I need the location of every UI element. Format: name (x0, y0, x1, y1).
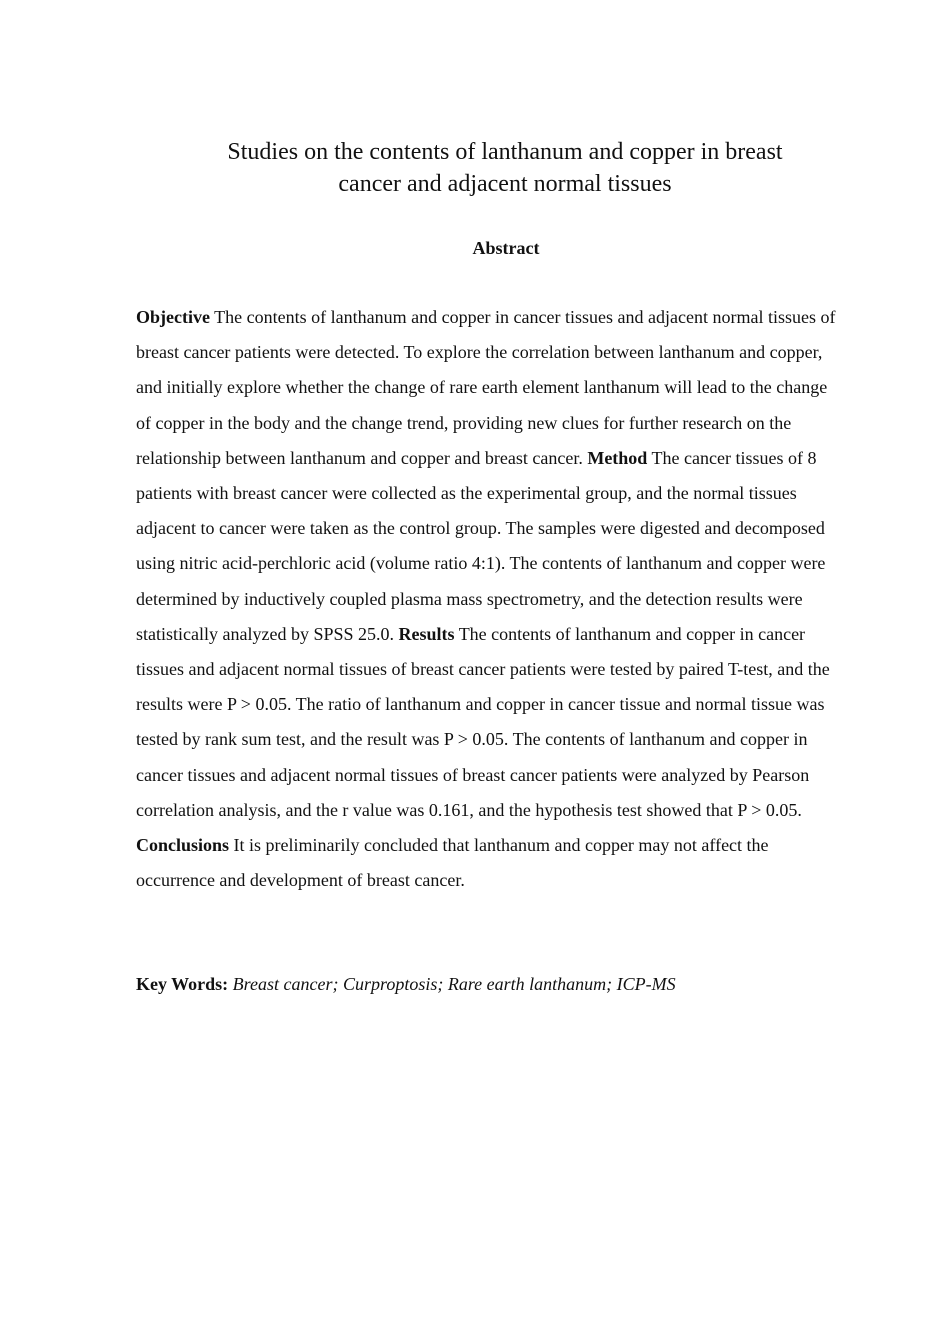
objective-text: The contents of lanthanum and copper in cancer tissues and adjacent normal tissues of breast cancer patients were detected. To explore the correlation between lanthanum and copper, and initially explore whether the change of rare earth element lanthanum will lead to the change of copper in the body and the change trend, providing new clues for further research on the relationship between lanthanum and copper and breast cancer. (136, 307, 836, 468)
abstract-heading: Abstract (472, 238, 540, 258)
paper-title-line-1: Studies on the contents of lanthanum and copper in breast (227, 139, 783, 165)
objective-label: Objective (136, 307, 210, 327)
paper-title-line-2: cancer and adjacent normal tissues (338, 171, 672, 197)
keywords-values: Breast cancer; Curproptosis; Rare earth lanthanum; ICP-MS (228, 974, 676, 994)
keywords (136, 967, 836, 1002)
method-label: Method (587, 447, 648, 468)
method-text: The cancer tissues of 8 patients with breast cancer were collected as the experimental group, and the normal tissues adjacent to cancer were taken as the control group. The samples were digested and decomposed using nitric acid-perchloric acid (volume ratio 4:1). The contents of lanthanum and copper were determined by inductively coupled plasma mass spectrometry, and the detection results were statistically analyzed by SPSS 25.0. (136, 447, 826, 644)
keywords-label: Key Words: (136, 974, 229, 994)
conclusions-text: It is preliminarily concluded that lanthanum and copper may not affect the occurrence and development of breast cancer. (136, 835, 769, 891)
abstract-body (136, 300, 836, 898)
paper-title (136, 136, 874, 200)
results-text: The contents of lanthanum and copper in cancer tissues and adjacent normal tissues of breast cancer patients were tested by paired T-test, and the results were P > 0.05. The ratio of lanthanum and copper in cancer tissue and normal tissue was tested by rank sum test, and the result was P > 0.05. The contents of lanthanum and copper in cancer tissues and adjacent normal tissues of breast cancer patients were analyzed by Pearson correlation analysis, and the r value was 0.161, and the hypothesis test showed that P > 0.05. (136, 623, 830, 820)
results-label: Results (398, 623, 455, 644)
conclusions-label: Conclusions (136, 835, 230, 856)
